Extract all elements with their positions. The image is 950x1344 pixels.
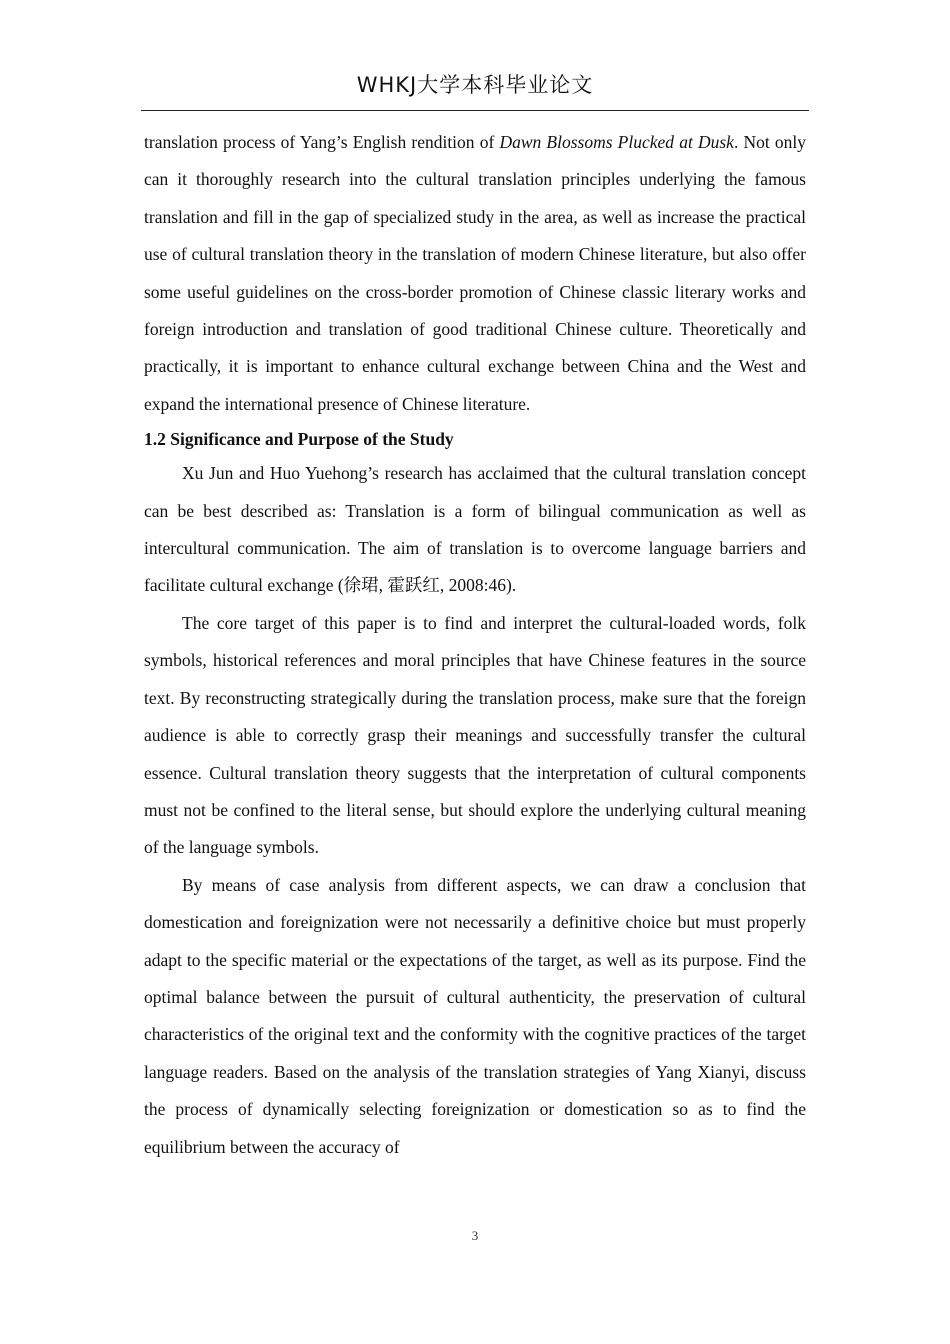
paragraph-text: translation process of Yang’s English rendition of bbox=[144, 132, 500, 152]
continued-paragraph bbox=[144, 124, 806, 423]
section-heading: 1.2 Significance and Purpose of the Study bbox=[144, 429, 454, 450]
body-paragraph: By means of case analysis from different aspects, we can draw a conclusion that domestication and foreignization were not necessarily a definitive choice but must properly adapt to the specific material or the expectations of the target, as well as its purpose. Find the optimal balance between the pursuit of cultural authenticity, the preservation of cultural characteristics of the original text and the conformity with the cognitive practices of the target language readers. Based on the analysis of the translation strategies of Yang Xianyi, discuss the process of dynamically selecting foreignization or domestication so as to find the equilibrium between the accuracy of bbox=[144, 874, 806, 1157]
body-text bbox=[144, 124, 806, 1166]
page-number: 3 bbox=[471, 1228, 479, 1243]
paragraph-text: . Not only can it thoroughly research into the cultural translation principles underlying the famous translation and fill in the gap of specialized study in the area, as well as increase the practical use of cultural translation theory in the translation of modern Chinese literature, but also offer some useful guidelines on the cross-border promotion of Chinese classic literary works and foreign introduction and translation of good traditional Chinese culture. Theoretically and practically, it is important to enhance cultural exchange between China and the West and expand the international presence of Chinese literature. bbox=[144, 132, 806, 414]
body-paragraph: The core target of this paper is to find and interpret the cultural-loaded words, folk symbols, historical references and moral principles that have Chinese features in the source text. By reconstructing strategically during the translation process, make sure that the foreign audience is able to correctly grasp their meanings and successfully transfer the cultural essence. Cultural translation theory suggests that the interpretation of cultural components must not be confined to the literal sense, but should explore the underlying cultural meaning of the language symbols. bbox=[144, 612, 806, 858]
body-paragraph: Xu Jun and Huo Yuehong’s research has acclaimed that the cultural translation concept can be best described as: Translation is a form of bilingual communication as well as intercultural communication. The aim of translation is to overcome language barriers and facilitate cultural exchange (徐珺, 霍跃红, 2008:46). bbox=[144, 463, 806, 596]
book-title-italic: Dawn Blossoms Plucked at Dusk bbox=[499, 132, 734, 152]
header-divider bbox=[141, 110, 809, 111]
running-header-title: WHKJ大学本科毕业论文 bbox=[356, 73, 594, 97]
